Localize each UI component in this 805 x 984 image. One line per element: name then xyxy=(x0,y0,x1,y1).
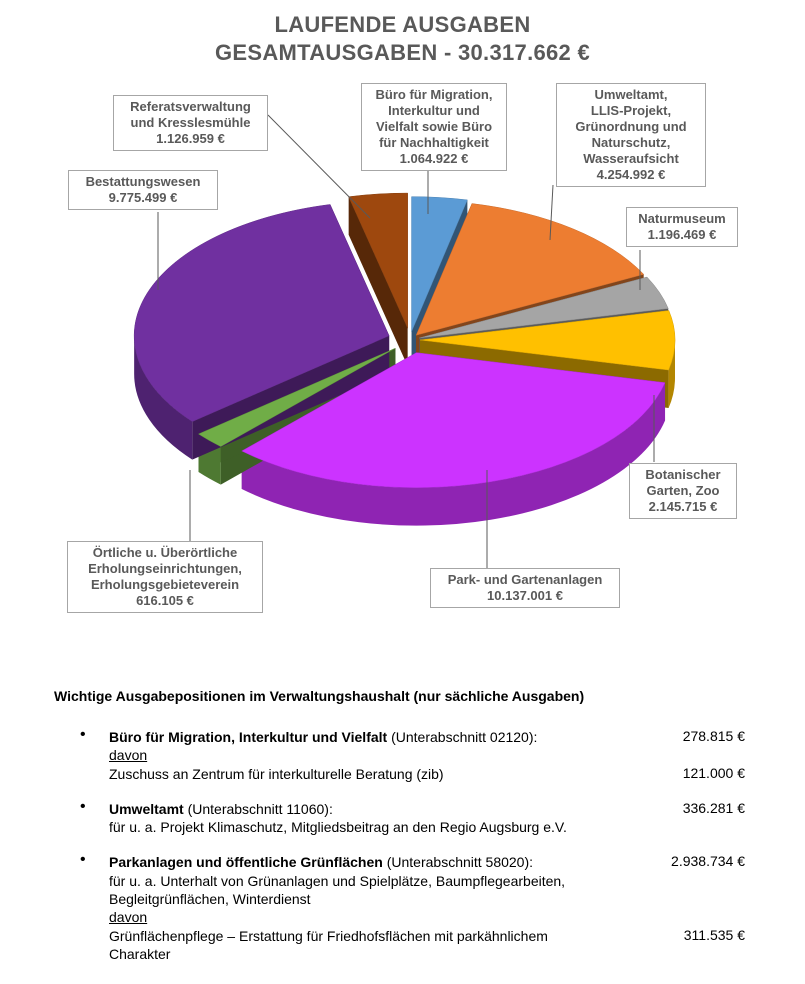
label-botanisch-value: 2.145.715 € xyxy=(648,499,718,514)
label-umwelt-line: Wasseraufsicht xyxy=(583,151,679,166)
item-parkanlagen-detail: Charakter xyxy=(109,946,171,962)
label-umwelt-line: Naturschutz, xyxy=(591,135,671,150)
item-umweltamt-amount: 336.281 € xyxy=(682,800,745,816)
bullet: • xyxy=(80,851,86,868)
label-erholung-line: Örtliche u. Überörtliche xyxy=(92,545,238,560)
label-umwelt-line: Umweltamt, xyxy=(594,87,668,102)
label-umwelt-value: 4.254.992 € xyxy=(596,167,666,182)
item-parkanlagen-detail: für u. a. Unterhalt von Grünanlagen und Spielplätze, Baumpflegearbeiten, xyxy=(109,873,566,889)
label-migration xyxy=(361,83,507,171)
label-botanischer-garten xyxy=(629,463,737,519)
item-umweltamt-name: Umweltamt xyxy=(109,801,184,817)
label-umwelt-line: Grünordnung und xyxy=(575,119,687,134)
item-umweltamt xyxy=(109,800,333,818)
label-naturmuseum-value: 1.196.469 € xyxy=(647,227,717,242)
label-bestattung xyxy=(68,170,218,210)
item-migration xyxy=(109,728,537,746)
label-referat xyxy=(113,95,268,151)
item-parkanlagen-detail-amount: 311.535 € xyxy=(683,927,745,943)
item-parkanlagen-detail: Grünflächenpflege – Erstattung für Friedhofsflächen mit parkähnlichem xyxy=(109,928,548,944)
label-botanisch-line: Garten, Zoo xyxy=(646,483,720,498)
label-umwelt-line: LLIS-Projekt, xyxy=(590,103,672,118)
item-umweltamt-detail: für u. a. Projekt Klimaschutz, Mitgliedsbeitrag an den Regio Augsburg e.V. xyxy=(109,819,567,835)
item-migration-davon: davon xyxy=(109,747,148,763)
label-botanisch-line: Botanischer xyxy=(645,467,721,482)
item-parkanlagen-davon: davon xyxy=(109,909,148,925)
label-park-line: Park- und Gartenanlagen xyxy=(447,572,603,587)
label-erholung-value: 616.105 € xyxy=(136,593,194,608)
item-migration-amount: 278.815 € xyxy=(682,728,745,744)
label-referat-value: 1.126.959 € xyxy=(156,131,225,146)
label-erholung-line: Erholungsgebieteverein xyxy=(90,577,240,592)
leader-line xyxy=(268,115,370,218)
item-parkanlagen-amount: 2.938.734 € xyxy=(671,853,745,869)
label-umweltamt xyxy=(556,83,706,187)
label-park-value: 10.137.001 € xyxy=(487,588,563,603)
item-parkanlagen-sub: (Unterabschnitt 58020): xyxy=(386,854,534,870)
label-migration-line: für Nachhaltigkeit xyxy=(379,135,489,150)
label-migration-value: 1.064.922 € xyxy=(399,151,469,166)
bullet: • xyxy=(80,798,86,815)
section-title: Wichtige Ausgabepositionen im Verwaltungshaushalt (nur sächliche Ausgaben) xyxy=(54,688,585,704)
label-bestattung-value: 9.775.499 € xyxy=(108,190,178,205)
item-parkanlagen-detail: Begleitgrünflächen, Winterdienst xyxy=(109,891,311,907)
chart-title-line1: LAUFENDE AUSGABEN xyxy=(274,12,531,37)
label-naturmuseum xyxy=(626,207,738,247)
label-referat-line: Referatsverwaltung xyxy=(130,99,251,114)
label-bestattung-line: Bestattungswesen xyxy=(85,174,201,189)
label-erholung xyxy=(67,541,263,613)
label-park xyxy=(430,568,620,608)
label-migration-line: Interkultur und xyxy=(388,103,480,118)
item-migration-detail-amount: 121.000 € xyxy=(682,765,745,781)
label-erholung-line: Erholungseinrichtungen, xyxy=(88,561,242,576)
chart-title-line2: GESAMTAUSGABEN - 30.317.662 € xyxy=(214,40,591,65)
label-naturmuseum-line: Naturmuseum xyxy=(638,211,726,226)
item-migration-sub: (Unterabschnitt 02120): xyxy=(391,729,538,745)
label-migration-line: Vielfalt sowie Büro xyxy=(375,119,493,134)
bullet: • xyxy=(80,726,86,743)
item-umweltamt-sub: (Unterabschnitt 11060): xyxy=(187,801,333,817)
item-parkanlagen-name: Parkanlagen und öffentliche Grünflächen xyxy=(109,854,383,870)
item-parkanlagen xyxy=(109,853,533,871)
label-referat-line: und Kresslesmühle xyxy=(130,115,251,130)
label-migration-line: Büro für Migration, xyxy=(375,87,493,102)
item-migration-name: Büro für Migration, Interkultur und Vielfalt xyxy=(109,729,388,745)
item-migration-detail: Zuschuss an Zentrum für interkulturelle Beratung (zib) xyxy=(109,766,444,782)
